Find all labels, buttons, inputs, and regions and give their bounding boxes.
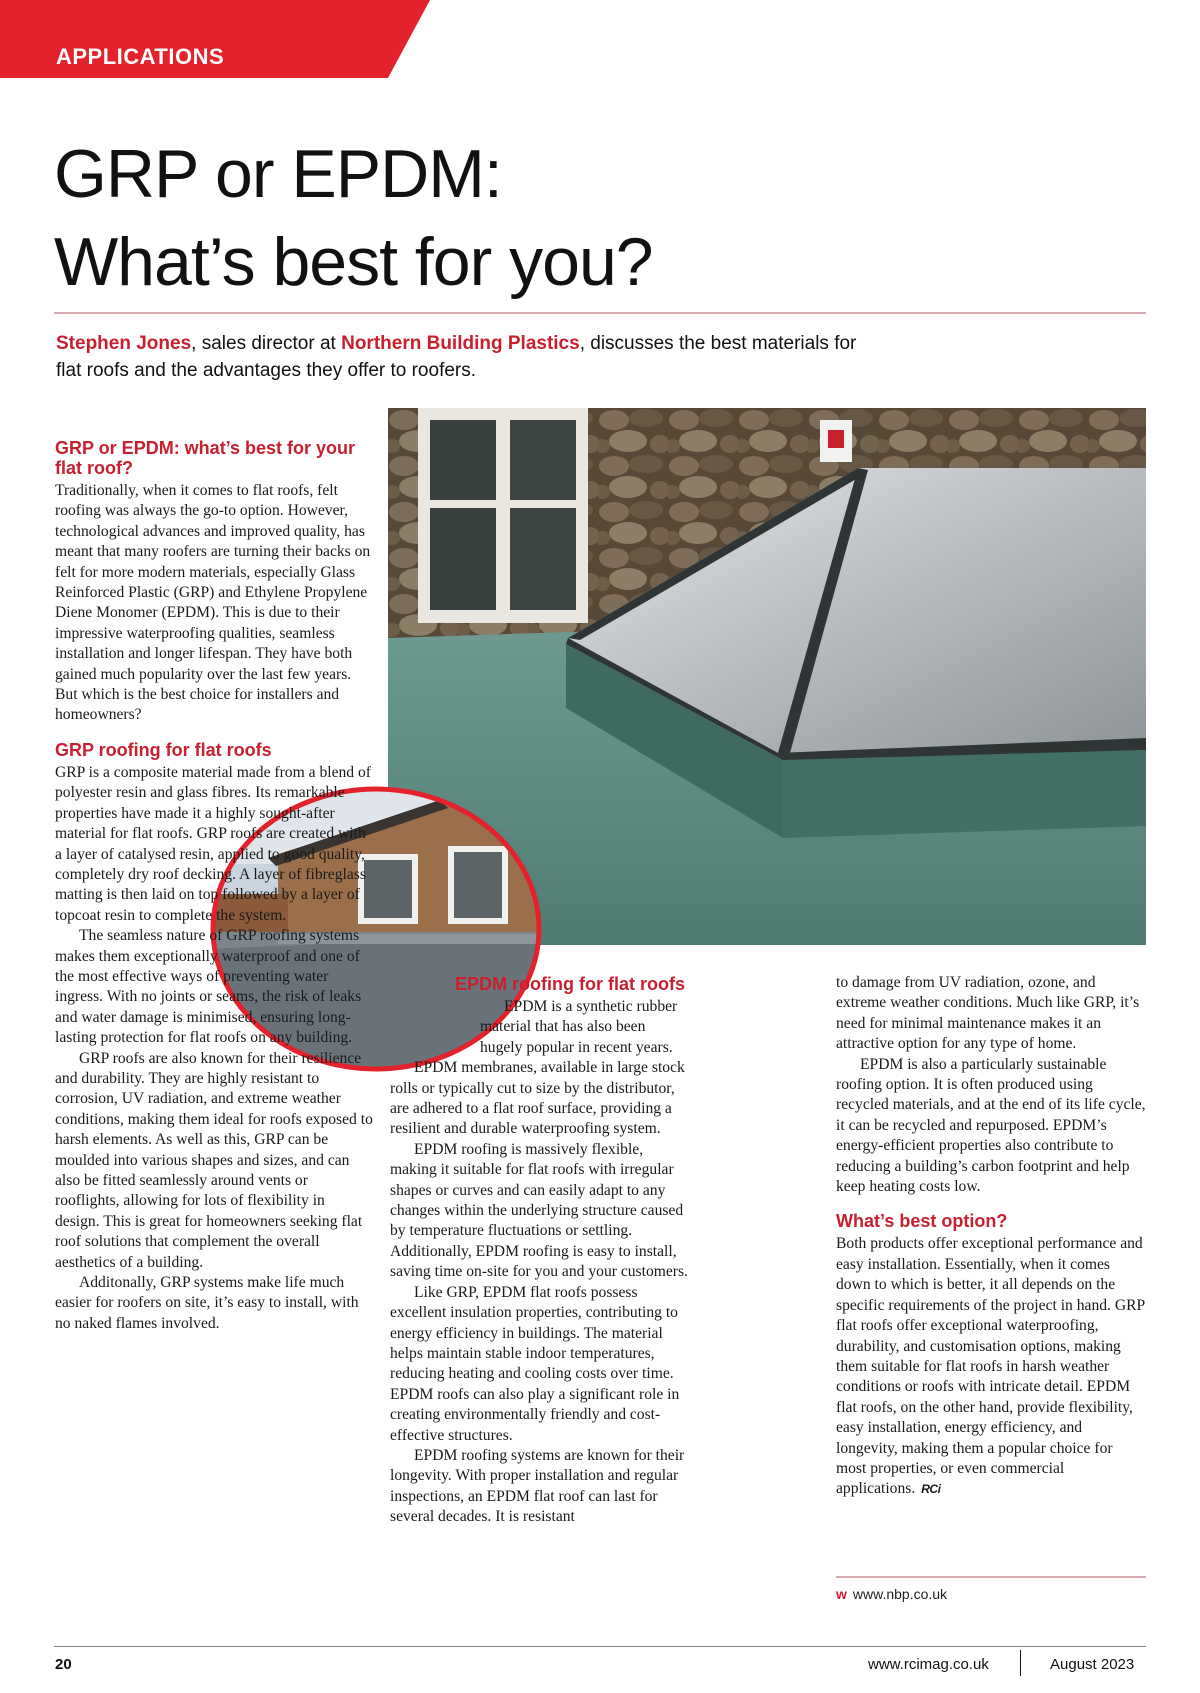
paragraph-conclusion [836,1234,1146,1499]
paragraph-grp-1: GRP is a composite material made from a blend of polyester resin and glass fibres. Its remarkable properties have made it a highly sought-after material for flat roofs. GRP roofs are created with a layer of catalysed resin, applied to good quality, completely dry roof decking. A layer of fibreglass matting is then laid on top followed by a layer of topcoat resin to complete the system. [55,763,371,924]
paragraph-grp-2: The seamless nature of GRP roofing systems makes them exceptionally waterproof and one of the most effective ways of preventing water ingress. With no joints or seams, the risk of leaks and water damage is minimised, ensuring long-lasting protection for flat roofs on any building. [55,927,362,1047]
subheading-grp-or-epdm: GRP or EPDM: what’s best for your flat roof? [55,438,356,478]
subheading-best-option: What’s best option? [836,1211,1008,1232]
author-name: Stephen Jones [56,333,192,354]
footer-url[interactable]: www.rcimag.co.uk [868,1656,989,1673]
website-link[interactable]: www.nbp.co.uk [852,1586,948,1602]
paragraph-epdm-4: Like GRP, EPDM flat roofs possess excellent insulation properties, contributing to energy efficiency in buildings. The material helps maintain stable indoor temperatures, reducing heating and cooling costs over time. EPDM roofs can also play a significant role in creating environmentally friendly and cost-effective structures. [390,1283,680,1444]
paragraph-epdm-5: EPDM roofing systems are known for their longevity. With proper installation and regular inspections, an EPDM flat roof can last for several decades. It is resistant [390,1446,685,1526]
standfirst [56,330,876,384]
rci-end-mark: RCi [921,1482,941,1497]
column-2 [390,974,690,1528]
standfirst-text-2: , discusses the best materials for flat roofs and the advantages they offer to roofers. [56,333,857,381]
paragraph-epdm-5-cont: to damage from UV radiation, ozone, and extreme weather conditions. Much like GRP, it’s need for minimal maintenance makes it an attractive option for any type of home. [836,974,1140,1053]
website-rule [836,1576,1146,1578]
company-name: Northern Building Plastics [341,333,580,354]
paragraph-grp-4: Additonally, GRP systems make life much easier for roofers on site, it’s easy to install, with no naked flames involved. [55,1274,359,1332]
column-1 [55,438,373,1334]
footer-divider [1020,1650,1021,1676]
subheading-epdm: EPDM roofing for flat roofs [455,974,685,994]
paragraph-epdm-2: EPDM membranes, available in large stock rolls or typically cut to size by the distributor, are adhered to a flat roof surface, providing a resilient and durable waterproofing system. [390,1059,685,1138]
paragraph-epdm-3: EPDM roofing is massively flexible, making it suitable for flat roofs with irregular shapes or curves and can easily adapt to any changes within the underlying structure caused by temperature fluctuations or settling. Additionally, EPDM roofing is easy to install, saving time on-site for you and your customers. [390,1140,688,1281]
website-line [836,1586,947,1602]
headline-rule [54,312,1146,314]
paragraph-intro: Traditionally, when it comes to flat roofs, felt roofing was always the go-to option. However, technological advances and improved quality, has meant that many roofers are turning their backs on felt for more modern materials, especially Glass Reinforced Plastic (GRP) and Ethylene Propylene Diene Monomer (EPDM). This is due to their impressive waterproofing qualities, seamless installation and longer lifespan. They have both gained much popularity over the last few years. But which is the best choice for installers and homeowners? [55,482,371,724]
headline [54,130,653,306]
headline-line-2: What’s best for you? [54,224,653,300]
footer-rule [54,1646,1146,1647]
paragraph-epdm-6: EPDM is also a particularly sustainable roofing option. It is often produced using recycled materials, and at the end of its life cycle, it can be recycled and repurposed. EPDM’s energy-efficient properties also contribute to reducing a building’s carbon footprint and help keep heating costs low. [836,1055,1146,1196]
website-prefix: w [836,1586,847,1602]
standfirst-text: , sales director at [191,333,342,354]
paragraph-grp-3: GRP roofs are also known for their resilience and durability. They are highly resistant to corrosion, UV radiation, and extreme weather conditions, making them ideal for roofs exposed to harsh elements. As well as this, GRP can be moulded into various shapes and sizes, and can also be fitted seamlessly around vents or rooflights, allowing for lots of flexibility in design. This is great for homeowners seeking flat roof solutions that complement the overall aesthetics of a building. [55,1049,373,1271]
column-3 [836,973,1146,1500]
conclusion-text: Both products offer exceptional performance and easy installation. Essentially, when it comes down to which is better, it all depends on the specific requirements of the project in hand. GRP flat roofs offer exceptional waterproofing, durability, and customisation options, making them suitable for flat roofs in harsh weather conditions or roofs with intricate detail. EPDM flat roofs, on the other hand, provide flexibility, easy installation, energy efficiency, and longevity, making them a popular choice for most properties, or even commercial applications. [836,1235,1145,1498]
subheading-grp: GRP roofing for flat roofs [55,739,272,760]
issue-date: August 2023 [1050,1656,1135,1673]
page-number: 20 [55,1656,72,1673]
section-label: APPLICATIONS [56,44,225,69]
paragraph-epdm-1: EPDM is a synthetic rubber material that has also been hugely popular in recent years. [480,998,678,1056]
headline-line-1: GRP or EPDM: [54,136,502,212]
